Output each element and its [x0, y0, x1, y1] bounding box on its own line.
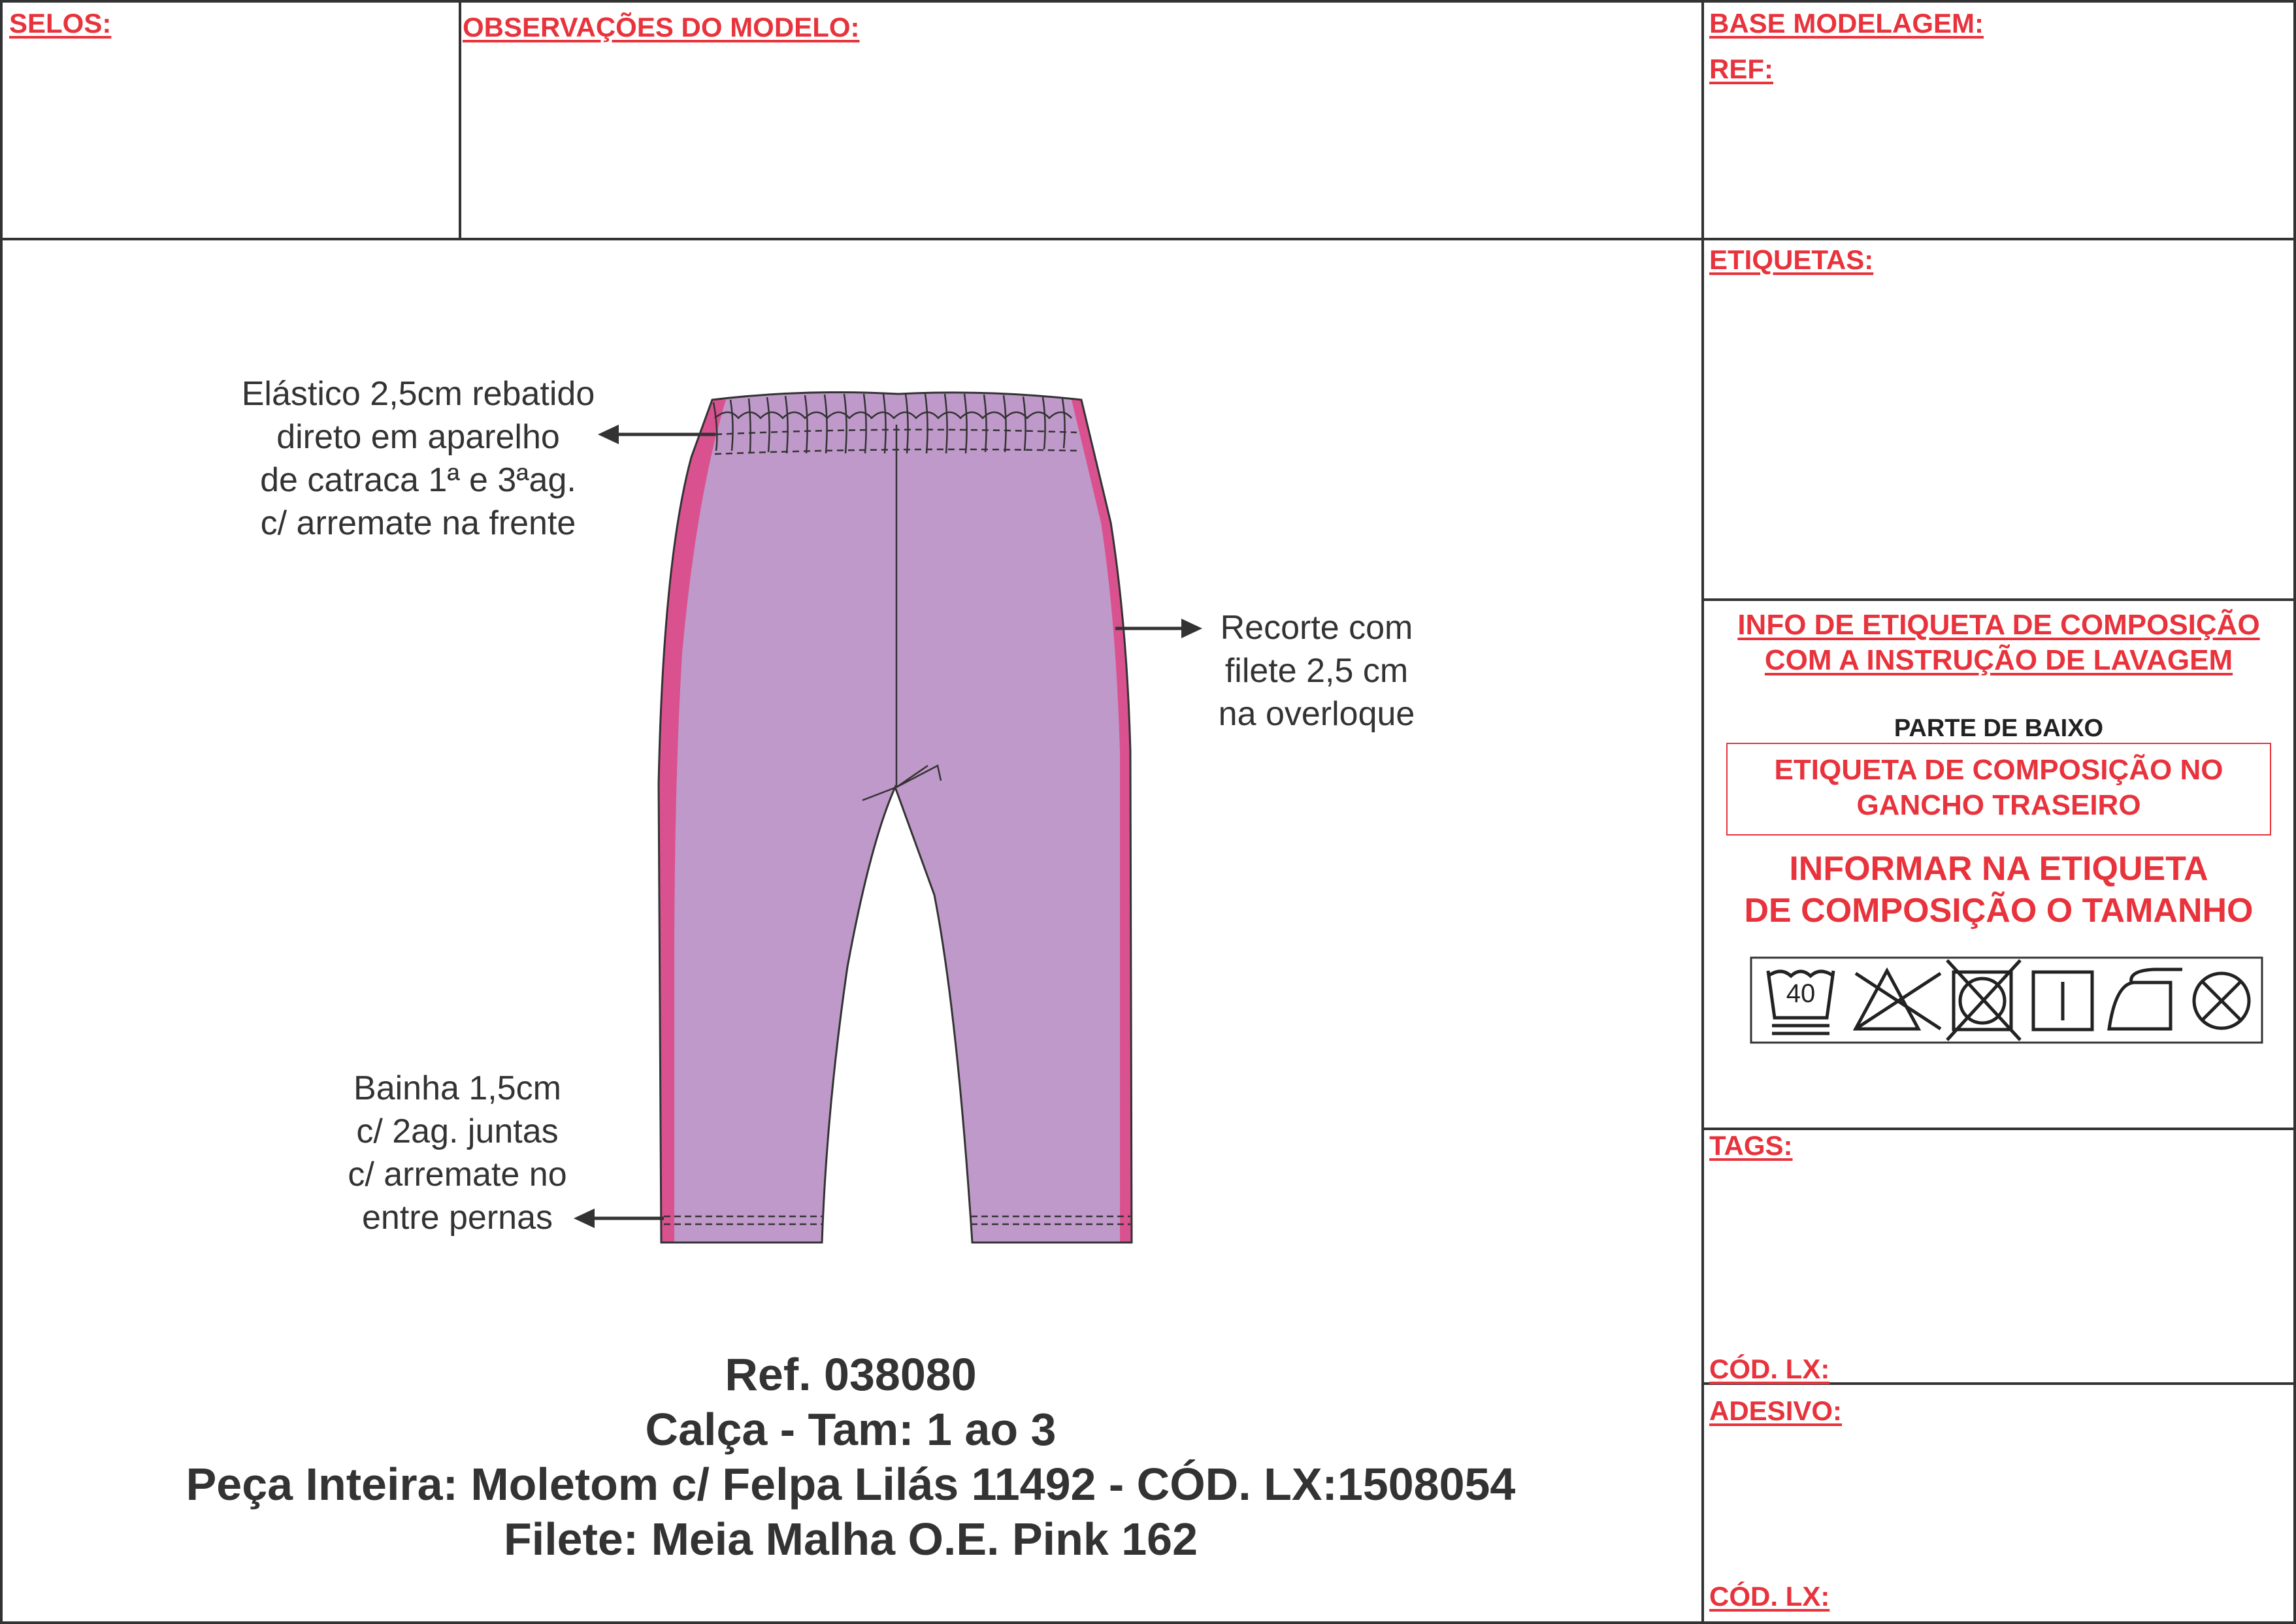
ref-header: REF:: [1709, 54, 1773, 84]
etiquetas-header: ETIQUETAS:: [1709, 244, 1874, 275]
selos-header: SELOS:: [9, 8, 112, 39]
product-title: Calça - Tam: 1 ao 3: [645, 1404, 1057, 1455]
wash-temp-label: 40: [1786, 979, 1816, 1008]
cod-lx-header-2: CÓD. LX:: [1709, 1581, 1830, 1612]
cod-lx-header-1: CÓD. LX:: [1709, 1354, 1830, 1384]
adesivo-header: ADESIVO:: [1709, 1395, 1843, 1426]
ref-title: Ref. 038080: [725, 1349, 977, 1400]
elastic-note: Elástico 2,5cm rebatido direto em aparelho de catraca 1ª e 3ªag. c/ arremate na frente: [241, 375, 595, 542]
bainha-note: Bainha 1,5cm c/ 2ag. juntas c/ arremate no entre pernas: [348, 1069, 567, 1237]
recorte-note: Recorte com filete 2,5 cm na overloque: [1218, 609, 1415, 733]
label-info-heading: INFO DE ETIQUETA DE COMPOSIÇÃO COM A INSTRUÇÃO DE LAVAGEM: [1737, 609, 2260, 676]
trim-title: Filete: Meia Malha O.E. Pink 162: [503, 1514, 1198, 1565]
observacoes-header: OBSERVAÇÕES DO MODELO:: [463, 12, 860, 42]
instruction-text: INFORMAR NA ETIQUETA DE COMPOSIÇÃO O TAMANHO: [1744, 850, 2254, 930]
base-modelagem-header: BASE MODELAGEM:: [1709, 8, 1984, 39]
fabric-title: Peça Inteira: Moletom c/ Felpa Lilás 11492 - CÓD. LX:1508054: [186, 1459, 1516, 1510]
position-text: PARTE DE BAIXO: [1894, 715, 2104, 742]
tags-header: TAGS:: [1709, 1130, 1793, 1161]
placement-text: ETIQUETA DE COMPOSIÇÃO NO GANCHO TRASEIRO: [1774, 754, 2223, 821]
